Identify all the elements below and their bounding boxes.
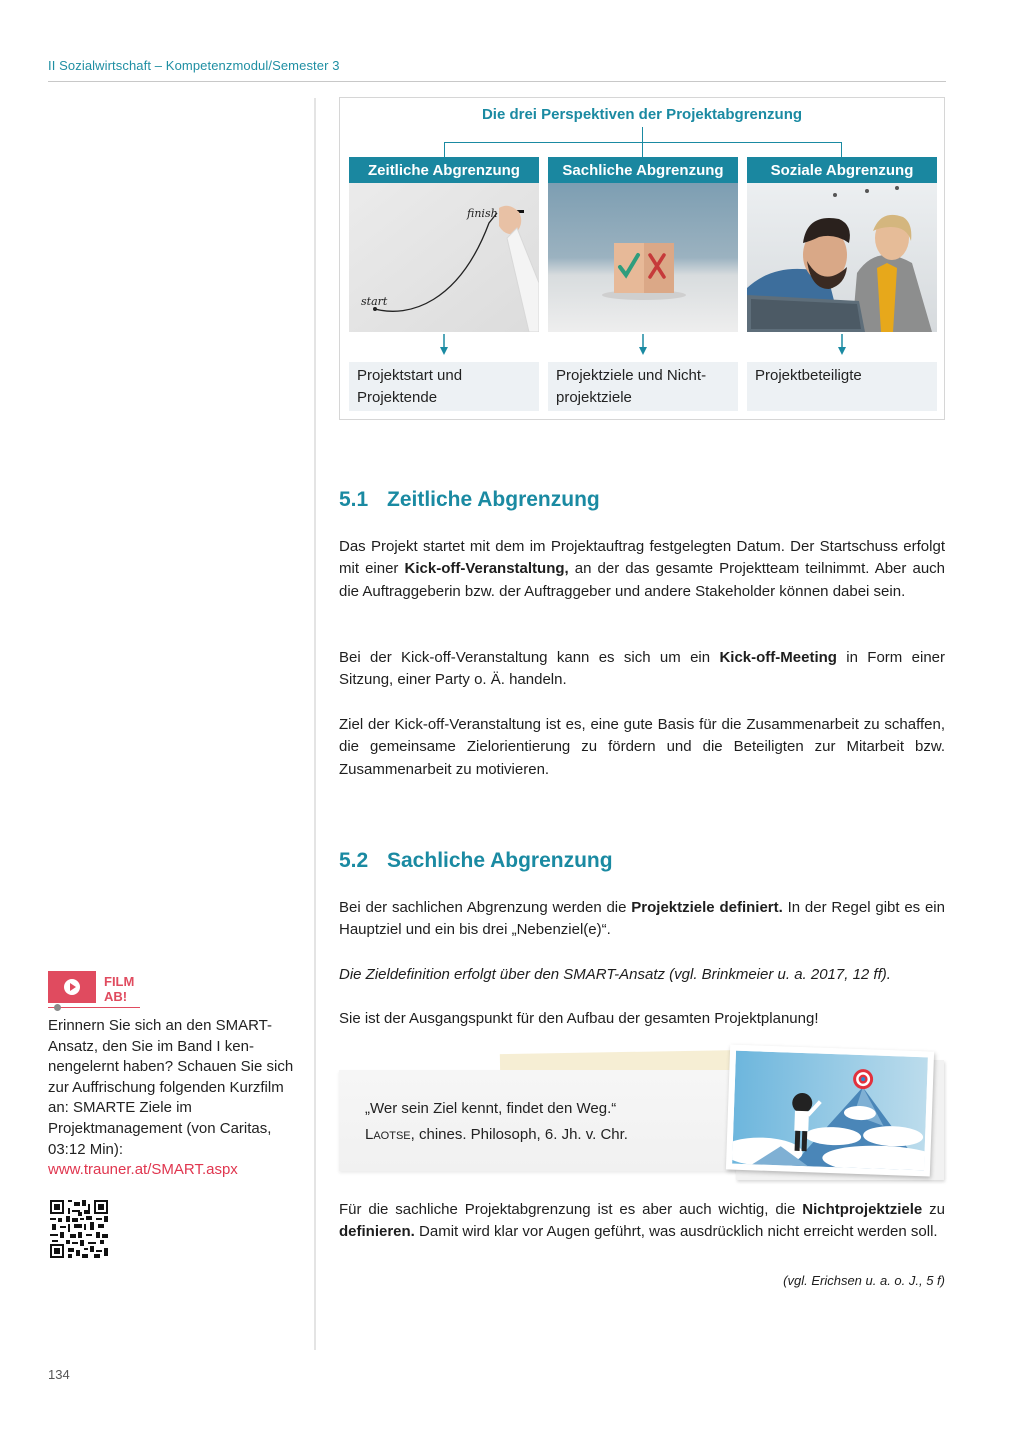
bold-term: Projektziele definiert. bbox=[631, 899, 783, 916]
paragraph-italic bbox=[339, 964, 945, 986]
qr-code-icon[interactable] bbox=[50, 1200, 108, 1258]
column-heading-sozial: Soziale Abgrenzung bbox=[747, 157, 937, 183]
quote-text: „Wer sein Ziel kennt, findet den Weg.“ bbox=[365, 1100, 617, 1117]
result-box-zeitlich bbox=[349, 362, 539, 411]
quote bbox=[365, 1096, 628, 1148]
text-run: zu bbox=[922, 1201, 945, 1218]
finish-label: finish bbox=[467, 207, 498, 220]
paragraph bbox=[339, 647, 945, 692]
result-line: Projektende bbox=[357, 389, 438, 406]
connector-right bbox=[841, 142, 842, 157]
connector-horizontal bbox=[444, 142, 842, 143]
text-run: an der das gesamte Projektteam teilnimmt. Aber auch die Auftraggeberin bzw. der Auftraggeber und andere Stakeholder können dabei sein. bbox=[339, 560, 946, 600]
paragraph bbox=[339, 1199, 945, 1244]
italic-text: Die Zieldefinition erfolgt über den SMART-Ansatz (vgl. Brinkmeier u. a. 2017, 12 ff). bbox=[339, 966, 891, 983]
film-progress-line bbox=[48, 1007, 140, 1008]
text-run: Damit wird klar vor Augen geführt, was ausdrücklich nicht erreicht werden soll. bbox=[414, 1223, 938, 1241]
arrow-down-icon bbox=[439, 334, 449, 356]
film-link[interactable]: www.trauner.at/SMART.aspx bbox=[48, 1161, 238, 1179]
text-run: Bei der Kick-off-Veranstaltung kann es sich um ein bbox=[339, 649, 720, 666]
paragraph bbox=[339, 536, 945, 603]
result-line: Projektziele und Nicht- bbox=[556, 367, 707, 384]
text-run: Bei der sachlichen Abgrenzung werden die bbox=[339, 899, 632, 916]
colleagues-laptop-photo bbox=[747, 183, 937, 332]
bold-term: definieren. bbox=[339, 1223, 415, 1241]
column-heading-zeitlich: Zeitliche Abgrenzung bbox=[349, 157, 539, 183]
bold-term: Nichtprojektziele bbox=[802, 1201, 923, 1218]
connector-left bbox=[444, 142, 445, 157]
section-heading-5-2 bbox=[339, 849, 613, 873]
result-line: Projektbeteiligte bbox=[755, 367, 862, 384]
author-details: , chines. Philosoph, 6. Jh. v. Chr. bbox=[410, 1126, 628, 1143]
result-box-sachlich bbox=[548, 362, 738, 411]
film-label-line: AB! bbox=[104, 989, 128, 1004]
paragraph bbox=[339, 897, 945, 942]
quote-author bbox=[365, 1122, 628, 1148]
arrow-down-icon bbox=[638, 334, 648, 356]
section-title: Zeitliche Abgrenzung bbox=[387, 488, 600, 511]
text-run: Das Projekt startet mit dem im Projektauftrag festgelegten Datum. Der Startschuss erfolgt mit einer bbox=[339, 538, 945, 578]
diagram-title: Die drei Perspektiven der Projektabgrenzung bbox=[481, 106, 803, 123]
section-number: 5.1 bbox=[339, 488, 369, 511]
text-run: Für die sachliche Projektabgrenzung ist es aber auch wichtig, die bbox=[339, 1201, 803, 1218]
film-progress-dot bbox=[54, 1004, 61, 1011]
section-title: Sachliche Abgrenzung bbox=[387, 849, 613, 872]
page-number: 134 bbox=[48, 1367, 70, 1382]
section-number: 5.2 bbox=[339, 849, 369, 872]
bold-term: Kick-off-Veranstaltung, bbox=[404, 560, 569, 578]
running-head: II Sozialwirtschaft – Kompetenzmodul/Semester 3 bbox=[48, 58, 340, 73]
film-badge bbox=[48, 971, 96, 1003]
column-divider bbox=[314, 98, 316, 1350]
result-box-sozial bbox=[747, 362, 937, 411]
paragraph: Sie ist der Ausgangspunkt für den Aufbau der gesamten Projektplanung! bbox=[339, 1010, 819, 1027]
connector-vertical-main bbox=[642, 127, 643, 142]
arrow-down-icon bbox=[837, 334, 847, 356]
perspectives-diagram bbox=[339, 97, 945, 420]
section-heading-5-1 bbox=[339, 488, 600, 512]
author-name: Laotse bbox=[365, 1126, 411, 1143]
paragraph: Ziel der Kick-off-Veranstaltung ist es, eine gute Basis für die Zusammenarbeit zu schaffen, die gemeinsame Zielorientierung zu fördern und die Beteiligten zur Mitarbeit bzw. Zusammenarbeit zu motivieren. bbox=[339, 716, 945, 778]
play-icon bbox=[48, 971, 96, 1003]
start-finish-curve-photo bbox=[349, 183, 539, 332]
text-run: in Form einer Sitzung, einer Party o. Ä. handeln. bbox=[339, 649, 945, 689]
connector-mid bbox=[642, 142, 643, 157]
sidebar-body: Erinnern Sie sich an den SMART-Ansatz, den Sie im Band I kennengelernt haben? Schauen Sie sich zur Auffrischung folgenden Kurzfilm an: SMARTE Ziele im Projektmanagement (von Caritas, 03:12 Min): bbox=[48, 1017, 294, 1158]
result-line: projektziele bbox=[556, 389, 632, 406]
film-label-line: FILM bbox=[104, 974, 135, 989]
citation: (vgl. Erichsen u. a. o. J., 5 f) bbox=[783, 1273, 945, 1288]
check-cross-cube-photo bbox=[548, 183, 738, 332]
sidebar-text bbox=[48, 1016, 294, 1181]
film-label bbox=[104, 974, 134, 1004]
header-divider bbox=[48, 81, 946, 82]
bold-term: Kick-off-Meeting bbox=[719, 649, 837, 666]
result-line: Projektstart und bbox=[357, 367, 463, 384]
start-label: start bbox=[361, 295, 388, 308]
target-mountain-illustration bbox=[726, 1044, 934, 1176]
text-run: In der Regel gibt es ein Hauptziel und ein bis drei „Nebenziel(e)“. bbox=[339, 899, 945, 939]
column-heading-sachlich: Sachliche Abgrenzung bbox=[548, 157, 738, 183]
